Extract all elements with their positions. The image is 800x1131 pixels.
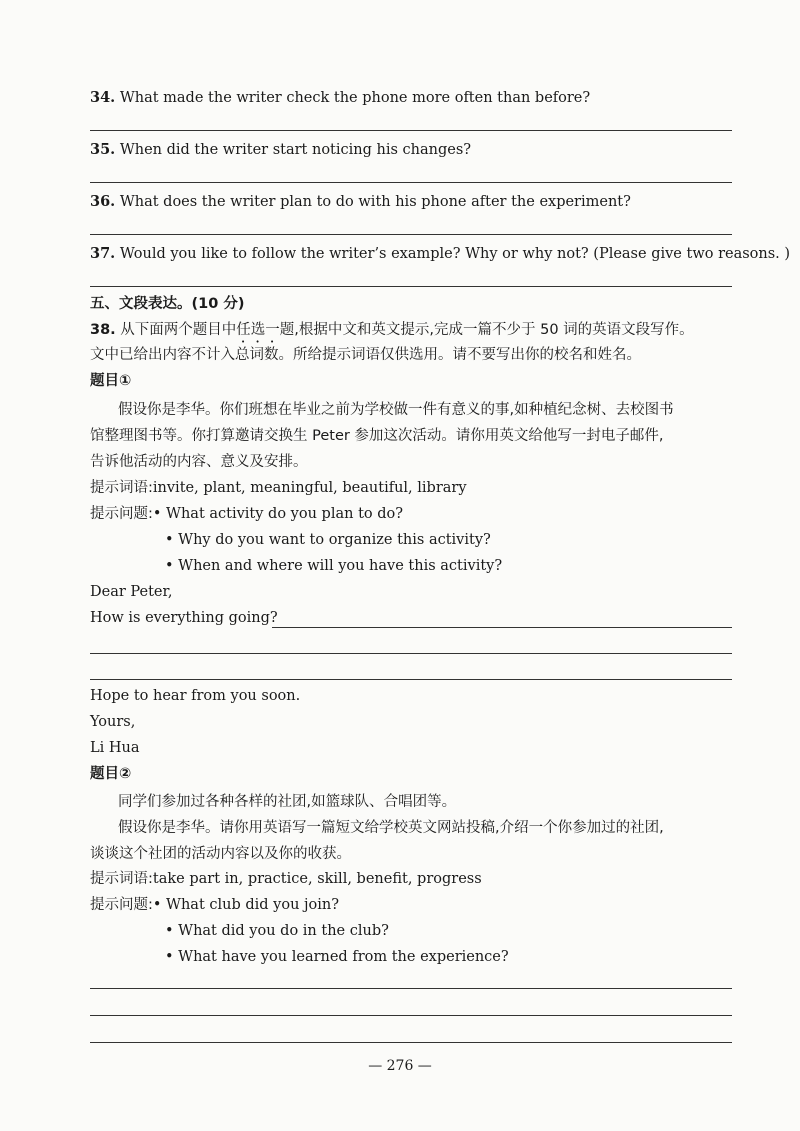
topic-1-hint-words: 提示词语:invite, plant, meaningful, beautiful, library xyxy=(90,480,467,496)
topic-2-answer-line-3[interactable] xyxy=(90,1042,732,1043)
question-34: 34. What made the writer check the phone more often than before? xyxy=(90,89,591,106)
topic-2-hint-questions: 提示问题:• What club did you join? xyxy=(90,897,340,913)
page-number: — 276 — xyxy=(368,1058,432,1074)
answer-line-37[interactable] xyxy=(90,286,732,287)
topic-1-prompt-3: • When and where will you have this activity? xyxy=(165,558,503,574)
question-37: 37. Would you like to follow the writer’s example? Why or why not? (Please give two reasons. ) xyxy=(90,245,791,262)
topic-2-answer-line-1[interactable] xyxy=(90,988,732,989)
letter-closing: Hope to hear from you soon. xyxy=(90,688,301,704)
letter-answer-line-1[interactable] xyxy=(272,627,732,628)
topic-2-answer-line-2[interactable] xyxy=(90,1015,732,1016)
letter-greeting: Dear Peter, xyxy=(90,584,173,600)
topic-1-title: 题目① xyxy=(90,373,132,389)
letter-answer-line-2[interactable] xyxy=(90,653,732,654)
letter-signoff: Yours, xyxy=(90,714,136,730)
topic-2-description-line3: 谈谈这个社团的活动内容以及你的收获。 xyxy=(90,846,351,862)
topic-1-description-line3: 告诉他活动的内容、意义及安排。 xyxy=(90,454,308,470)
topic-1-hint-questions: 提示问题:• What activity do you plan to do? xyxy=(90,506,404,522)
answer-line-34[interactable] xyxy=(90,130,732,131)
section-heading: 五、文段表达。(10 分) xyxy=(90,296,245,312)
answer-line-35[interactable] xyxy=(90,182,732,183)
topic-2-prompt-2: • What did you do in the club? xyxy=(165,923,389,939)
letter-signature: Li Hua xyxy=(90,740,140,756)
topic-2-title: 题目② xyxy=(90,766,132,782)
topic-1-prompt-2: • Why do you want to organize this activity? xyxy=(165,532,491,548)
question-38-instructions-line2: 文中已给出内容不计入总词数。所给提示词语仅供选用。请不要写出你的校名和姓名。 xyxy=(90,347,641,363)
question-38-instructions-line1: 38. 从下面两个题目中任选一题,根据中文和英文提示,完成一篇不少于 50 词的英语文段写作。 xyxy=(90,322,694,338)
letter-answer-line-3[interactable] xyxy=(90,679,732,680)
topic-2-hint-words: 提示词语:take part in, practice, skill, benefit, progress xyxy=(90,871,482,887)
question-35: 35. When did the writer start noticing his changes? xyxy=(90,141,472,158)
letter-opening: How is everything going? xyxy=(90,610,278,626)
topic-1-description-line2: 馆整理图书等。你打算邀请交换生 Peter 参加这次活动。请你用英文给他写一封电子邮件, xyxy=(90,428,664,444)
question-36: 36. What does the writer plan to do with his phone after the experiment? xyxy=(90,193,631,210)
topic-1-description-line1: 假设你是李华。你们班想在毕业之前为学校做一件有意义的事,如种植纪念树、去校图书 xyxy=(118,402,674,418)
topic-2-prompt-3: • What have you learned from the experience? xyxy=(165,949,509,965)
topic-2-description-line1: 同学们参加过各种各样的社团,如篮球队、合唱团等。 xyxy=(118,794,457,810)
topic-2-description-line2: 假设你是李华。请你用英语写一篇短文给学校英文网站投稿,介绍一个你参加过的社团, xyxy=(118,820,664,836)
answer-line-36[interactable] xyxy=(90,234,732,235)
